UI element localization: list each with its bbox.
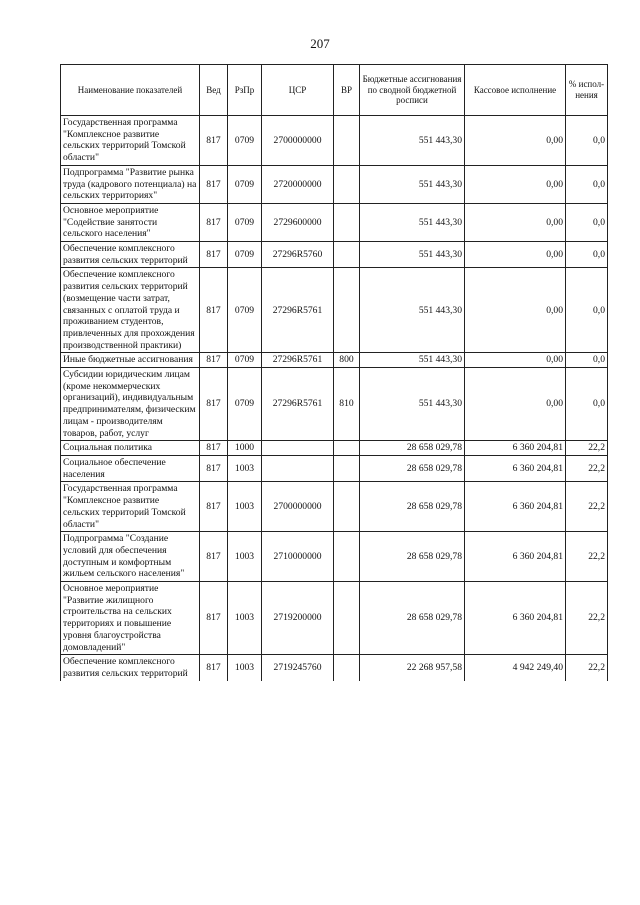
- cell-rzpr: 0709: [228, 116, 262, 166]
- cell-vr: [334, 655, 360, 681]
- cell-pct: 0,0: [566, 242, 608, 268]
- cell-budget: 551 443,30: [360, 165, 465, 203]
- cell-budget: 28 658 029,78: [360, 455, 465, 481]
- cell-kass: 6 360 204,81: [465, 582, 566, 655]
- cell-budget: 551 443,30: [360, 268, 465, 353]
- cell-rzpr: 0709: [228, 242, 262, 268]
- table-row: [61, 532, 608, 582]
- cell-budget: 551 443,30: [360, 353, 465, 368]
- header-pct: % испол-нения: [566, 65, 608, 116]
- cell-kass: 6 360 204,81: [465, 455, 566, 481]
- cell-name: Социальное обеспечение населения: [61, 455, 200, 481]
- cell-name: Основное мероприятие "Содействие занятости сельского населения": [61, 203, 200, 241]
- header-csr: ЦСР: [262, 65, 334, 116]
- cell-pct: 22,2: [566, 455, 608, 481]
- table-row: [61, 242, 608, 268]
- cell-ved: 817: [200, 482, 228, 532]
- cell-kass: 0,00: [465, 165, 566, 203]
- cell-kass: 0,00: [465, 268, 566, 353]
- cell-csr: 2729600000: [262, 203, 334, 241]
- header-rzpr: РзПр: [228, 65, 262, 116]
- cell-vr: [334, 441, 360, 456]
- cell-vr: 810: [334, 368, 360, 441]
- cell-csr: 27296R5760: [262, 242, 334, 268]
- cell-csr: 2720000000: [262, 165, 334, 203]
- header-budget: Бюджетные ассигнования по сводной бюджетной росписи: [360, 65, 465, 116]
- cell-kass: 0,00: [465, 203, 566, 241]
- cell-csr: 2719245760: [262, 655, 334, 681]
- cell-rzpr: 1003: [228, 455, 262, 481]
- cell-name: Государственная программа "Комплексное развитие сельских территорий Томской области": [61, 482, 200, 532]
- cell-rzpr: 0709: [228, 353, 262, 368]
- cell-pct: 22,2: [566, 482, 608, 532]
- cell-csr: 27296R5761: [262, 353, 334, 368]
- cell-kass: 4 942 249,40: [465, 655, 566, 681]
- cell-csr: 2700000000: [262, 116, 334, 166]
- cell-csr: 2700000000: [262, 482, 334, 532]
- cell-budget: 28 658 029,78: [360, 441, 465, 456]
- cell-budget: 28 658 029,78: [360, 582, 465, 655]
- cell-budget: 551 443,30: [360, 203, 465, 241]
- cell-vr: [334, 165, 360, 203]
- cell-vr: [334, 532, 360, 582]
- cell-name: Основное мероприятие "Развитие жилищного строительства на сельских территориях и повышение уровня благоустройства домовладений": [61, 582, 200, 655]
- table-row: [61, 655, 608, 681]
- cell-csr: 27296R5761: [262, 268, 334, 353]
- cell-vr: [334, 455, 360, 481]
- cell-vr: [334, 582, 360, 655]
- cell-pct: 22,2: [566, 532, 608, 582]
- cell-rzpr: 1000: [228, 441, 262, 456]
- cell-budget: 551 443,30: [360, 242, 465, 268]
- budget-table: [60, 64, 608, 681]
- cell-vr: [334, 116, 360, 166]
- cell-ved: 817: [200, 242, 228, 268]
- cell-name: Обеспечение комплексного развития сельских территорий (возмещение части затрат, связанных с оплатой труда и проживанием студентов, привлеченных для прохождения производственной практики): [61, 268, 200, 353]
- cell-rzpr: 0709: [228, 268, 262, 353]
- cell-budget: 28 658 029,78: [360, 532, 465, 582]
- cell-ved: 817: [200, 532, 228, 582]
- cell-vr: [334, 203, 360, 241]
- table-row: [61, 353, 608, 368]
- cell-name: Иные бюджетные ассигнования: [61, 353, 200, 368]
- cell-kass: 6 360 204,81: [465, 441, 566, 456]
- cell-rzpr: 0709: [228, 165, 262, 203]
- cell-pct: 0,0: [566, 368, 608, 441]
- table-row: [61, 582, 608, 655]
- cell-kass: 6 360 204,81: [465, 532, 566, 582]
- cell-name: Обеспечение комплексного развития сельских территорий: [61, 242, 200, 268]
- cell-budget: 551 443,30: [360, 116, 465, 166]
- header-ved: Вед: [200, 65, 228, 116]
- cell-pct: 0,0: [566, 116, 608, 166]
- cell-vr: [334, 268, 360, 353]
- cell-kass: 0,00: [465, 116, 566, 166]
- cell-rzpr: 1003: [228, 655, 262, 681]
- cell-name: Социальная политика: [61, 441, 200, 456]
- cell-csr: 2710000000: [262, 532, 334, 582]
- cell-csr: 27296R5761: [262, 368, 334, 441]
- cell-rzpr: 0709: [228, 203, 262, 241]
- cell-kass: 6 360 204,81: [465, 482, 566, 532]
- table-row: [61, 482, 608, 532]
- table-row: [61, 165, 608, 203]
- table-row: [61, 203, 608, 241]
- cell-name: Подпрограмма "Развитие рынка труда (кадрового потенциала) на сельских территориях": [61, 165, 200, 203]
- page-number: 207: [310, 36, 330, 51]
- header-name: Наименование показателей: [61, 65, 200, 116]
- table-row: [61, 455, 608, 481]
- table-row: [61, 116, 608, 166]
- header-vr: ВР: [334, 65, 360, 116]
- cell-name: Субсидии юридическим лицам (кроме некоммерческих организаций), индивидуальным предпринимателям, физическим лицам - производителям товаров, работ, услуг: [61, 368, 200, 441]
- cell-vr: 800: [334, 353, 360, 368]
- cell-kass: 0,00: [465, 242, 566, 268]
- cell-pct: 0,0: [566, 203, 608, 241]
- cell-name: Обеспечение комплексного развития сельских территорий: [61, 655, 200, 681]
- cell-ved: 817: [200, 441, 228, 456]
- cell-ved: 817: [200, 268, 228, 353]
- cell-csr: [262, 441, 334, 456]
- cell-rzpr: 1003: [228, 532, 262, 582]
- cell-budget: 28 658 029,78: [360, 482, 465, 532]
- cell-kass: 0,00: [465, 368, 566, 441]
- cell-pct: 22,2: [566, 582, 608, 655]
- cell-pct: 22,2: [566, 655, 608, 681]
- cell-ved: 817: [200, 655, 228, 681]
- table-row: [61, 441, 608, 456]
- cell-name: Государственная программа "Комплексное развитие сельских территорий Томской области": [61, 116, 200, 166]
- cell-pct: 0,0: [566, 353, 608, 368]
- table-row: [61, 268, 608, 353]
- cell-ved: 817: [200, 203, 228, 241]
- cell-kass: 0,00: [465, 353, 566, 368]
- header-kass: Кассовое исполнение: [465, 65, 566, 116]
- cell-pct: 0,0: [566, 165, 608, 203]
- cell-ved: 817: [200, 165, 228, 203]
- cell-ved: 817: [200, 353, 228, 368]
- cell-budget: 22 268 957,58: [360, 655, 465, 681]
- cell-csr: 2719200000: [262, 582, 334, 655]
- cell-ved: 817: [200, 455, 228, 481]
- cell-vr: [334, 242, 360, 268]
- cell-ved: 817: [200, 368, 228, 441]
- cell-rzpr: 0709: [228, 368, 262, 441]
- cell-name: Подпрограмма "Создание условий для обеспечения доступным и комфортным жильем сельского населения": [61, 532, 200, 582]
- table-header-row: [61, 65, 608, 116]
- cell-rzpr: 1003: [228, 582, 262, 655]
- table-row: [61, 368, 608, 441]
- cell-budget: 551 443,30: [360, 368, 465, 441]
- cell-csr: [262, 455, 334, 481]
- cell-rzpr: 1003: [228, 482, 262, 532]
- cell-ved: 817: [200, 582, 228, 655]
- cell-pct: 22,2: [566, 441, 608, 456]
- cell-vr: [334, 482, 360, 532]
- cell-pct: 0,0: [566, 268, 608, 353]
- cell-ved: 817: [200, 116, 228, 166]
